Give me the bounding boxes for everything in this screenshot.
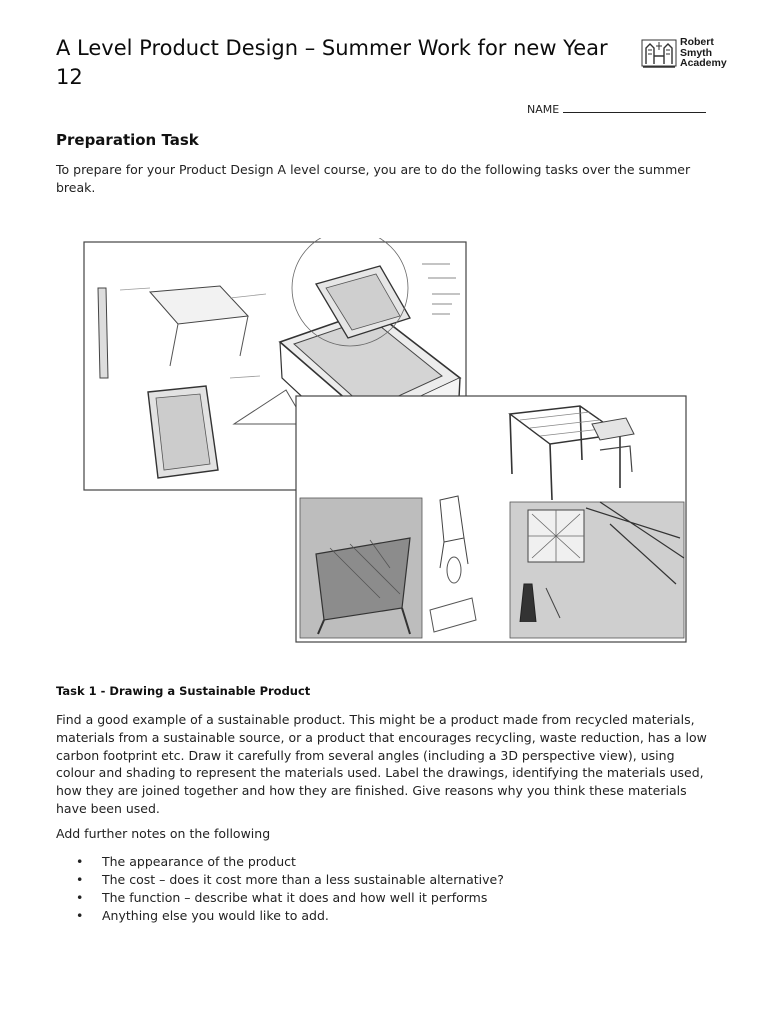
logo-line: Academy (680, 57, 727, 69)
list-item: • The cost – does it cost more than a less sustainable alternative? (56, 871, 504, 889)
school-crest-icon (640, 36, 678, 70)
section-heading: Preparation Task (56, 131, 199, 149)
list-item: • The function – describe what it does and how well it performs (56, 889, 504, 907)
logo-wordmark (680, 37, 727, 69)
task-heading: Task 1 - Drawing a Sustainable Product (56, 684, 311, 698)
list-item: • The appearance of the product (56, 853, 504, 871)
notes-heading: Add further notes on the following (56, 826, 271, 841)
name-blank-line[interactable] (563, 103, 706, 113)
logo-line: Smyth (680, 46, 713, 59)
name-label: NAME (527, 103, 560, 116)
list-item: • Anything else you would like to add. (56, 907, 504, 925)
furniture-sketch-sheet (296, 396, 686, 642)
name-field (527, 103, 706, 116)
school-logo (640, 36, 744, 72)
logo-line: Robert (680, 36, 714, 48)
design-sketches-image (80, 238, 690, 648)
intro-paragraph: To prepare for your Product Design A level course, you are to do the following tasks over the summer break. (56, 162, 691, 195)
notes-list (56, 853, 504, 925)
page-title: A Level Product Design – Summer Work for new Year 12 (56, 36, 608, 89)
task-paragraph: Find a good example of a sustainable product. This might be a product made from recycled materials, materials from a sustainable source, or a product that encourages recycling, waste reduction, has a low carbon footprint etc. Draw it carefully from several angles (including a 3D perspective view), using colour and shading to represent the materials used. Label the drawings, identifying the materials used, how they are joined together and how they are finished. Give reasons why you think these materials have been used. (56, 712, 707, 816)
